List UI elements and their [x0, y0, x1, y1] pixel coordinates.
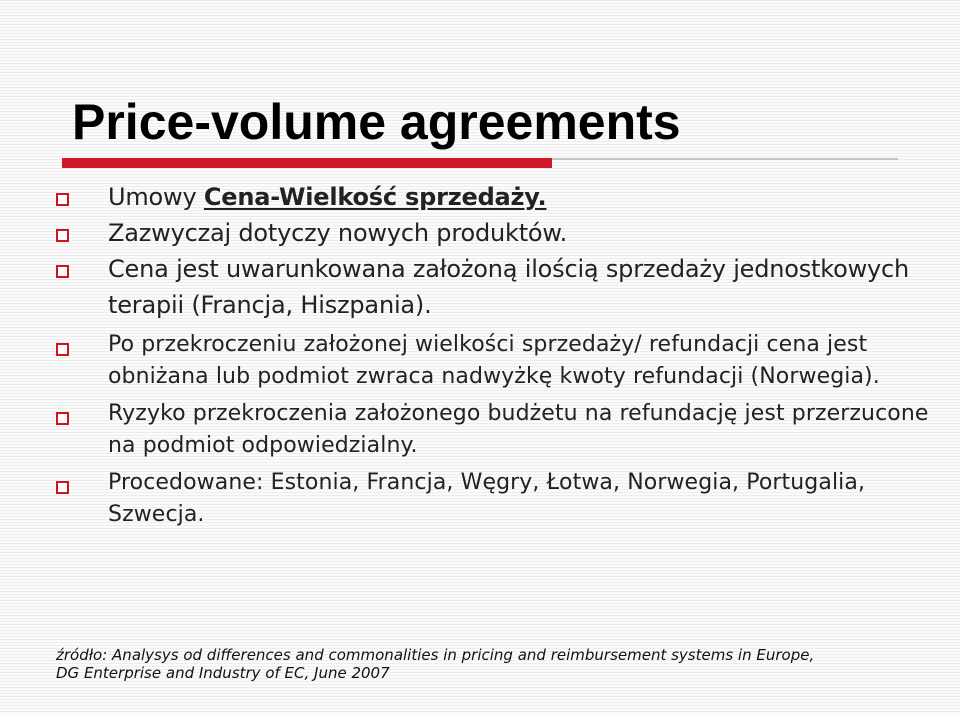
hollow-square-icon: [56, 193, 69, 206]
bullet-text: Po przekroczeniu założonej wielkości sprzedaży/ refundacji cena jest obniżana lub podmiot zwraca nadwyżkę kwoty refundacji (Norwegia).: [108, 332, 880, 389]
bullet-list: [56, 179, 946, 531]
hollow-square-icon: [56, 229, 69, 242]
hollow-square-icon: [56, 412, 69, 425]
source-citation: [56, 646, 936, 682]
bullet-text: Zazwyczaj dotyczy nowych produktów.: [108, 219, 568, 247]
bullet-text: Ryzyko przekroczenia założonego budżetu na refundację jest przerzucone na podmiot odpowiedzialny.: [108, 401, 929, 458]
slide-title: Price-volume agreements: [72, 94, 681, 150]
bullet-text: Procedowane: Estonia, Francja, Węgry, Łotwa, Norwegia, Portugalia, Szwecja.: [108, 470, 866, 527]
hollow-square-icon: [56, 343, 69, 356]
bullet-item: [56, 467, 946, 531]
bullet-item: [56, 215, 946, 251]
bullet-item: [56, 179, 946, 215]
bullet-emphasis: Cena-Wielkość sprzedaży.: [203, 183, 547, 211]
bullet-item: [56, 398, 946, 462]
bullet-text: Cena jest uwarunkowana założoną ilością sprzedaży jednostkowych terapii (Francja, Hiszpania).: [108, 255, 910, 319]
hollow-square-icon: [56, 481, 69, 494]
hollow-square-icon: [56, 265, 69, 278]
bullet-text: Umowy: [108, 183, 204, 211]
source-line-1: źródło: Analysys od differences and commonalities in pricing and reimbursement systems in Europe,: [56, 646, 815, 664]
bullet-item: [56, 329, 946, 393]
title-underline-thin: [552, 158, 898, 160]
title-underline-accent: [62, 158, 552, 168]
bullet-item: [56, 251, 946, 323]
source-line-2: DG Enterprise and Industry of EC, June 2007: [56, 664, 390, 682]
